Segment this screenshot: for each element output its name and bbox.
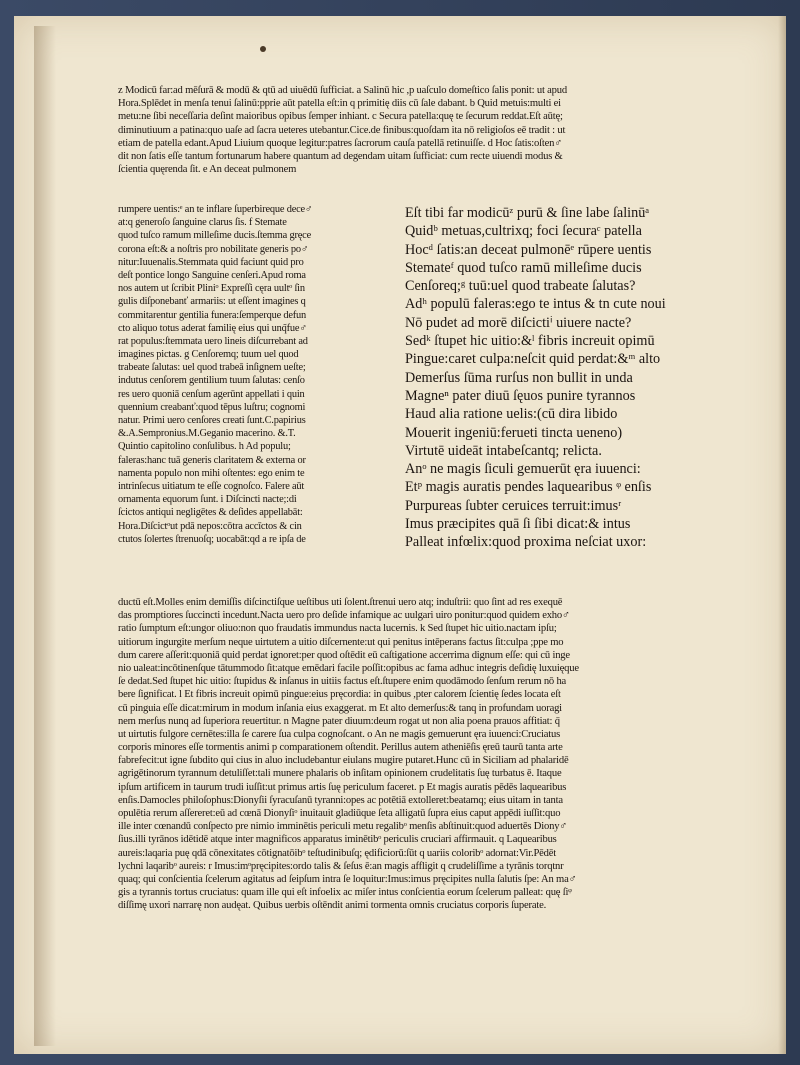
commentary-line: gis a tyrannis tortus cruciatus: quam ille qui eſt infoelix ac miſer intus conſcientia eorum ſcelerum palleat: quę ſiᵠ bbox=[118, 887, 572, 899]
verse-line: Quidᵇ metuas,cultrixq; foci ſecuraᶜ patella bbox=[405, 223, 642, 240]
verse-line: Anᵒ ne magis ſiculi gemuerūt ęra iuuenci: bbox=[405, 461, 641, 478]
commentary-line: nem merſus nunq ad ſuperiora reuertitur. n Magne pater diuum:deum rogat ut non alia poena prauos affitiat: q̄ bbox=[118, 715, 560, 727]
commentary-line: at:q generoſo ſanguine clarus ſis. f Stemate bbox=[118, 217, 287, 229]
commentary-line: metu:ne ſibi neceſſaria deſint maioribus opibus ſemper inhiant. c Secura patella:quę te ſecurum reddat.Eſt aūtę; bbox=[118, 111, 563, 123]
commentary-line: cto aliquo totus aderat familię eius qui unq̃fue♂ bbox=[118, 322, 307, 334]
commentary-line: ctutos ſolertes ſtrenuoſq; uocabāt:qd a re ipſa de bbox=[118, 533, 306, 545]
commentary-line: intrinſecus uitiatum te eſſe cognoſco. Falere aūt bbox=[118, 480, 305, 492]
commentary-line: Hora.Diſcictᵒut pdā nepos:cōtra accīctos & cin bbox=[118, 520, 302, 532]
verse-line: Imus præcipites quā ſi ſibi dicat:& intus bbox=[405, 516, 631, 533]
commentary-line: nos autem ut ſcribit Pliniᵒ Expreſſi cęra uultᵒ ſin bbox=[118, 283, 305, 295]
commentary-line: Quintio capitolino conſulibus. h Ad populu; bbox=[118, 441, 291, 453]
commentary-line: ſius.illi tyrānos idētidē atque inter magnificos apparatus iminētibᵒ periculis cruciari affirmauit. q Laquearibus bbox=[118, 834, 557, 846]
commentary-line: ipſum artificem in taurum trudi iuſſit:ut primus artis ſuę periculum faceret. p Et magis auratis pēdēs laquearibus bbox=[118, 781, 567, 793]
commentary-line: natur. Primi uero cenſores creati ſunt.C.papirius bbox=[118, 415, 306, 426]
commentary-line: agrigētinorum tyrannum detuliſſet:tali munere phalaris ob inſitam opinionem crudelitatis ſuę turbatus ē. Itaque bbox=[118, 768, 562, 780]
page-edge bbox=[778, 16, 786, 1054]
commentary-line: diſſimę uxori narrarę non audęat. Quibus uerbis oſtēndit animi tormenta omnis cruciatus corporis ſuperate. bbox=[118, 900, 547, 912]
verse-text bbox=[405, 204, 755, 552]
verse-line: Sedᵏ ſtupet hic uitio:&ˡ fibris increuit opimū bbox=[405, 333, 655, 350]
commentary-line: fabrefecit:ut igne ſubdito qui cius in aluo includebantur eiulans mugire putaret.Hunc cū in Siciliam ad phalaridē bbox=[118, 755, 569, 767]
commentary-line: ratio ſumptum eſt:ungor oliuo:non quo fraudatis immundus nacta lucernis. k Sed ſtupet hic uitio.nactam ipſu; bbox=[118, 623, 557, 635]
commentary-line: quennium creabanť:quod tēpus luſtru; cognomi bbox=[118, 401, 306, 413]
commentary-line: faleras:hanc tuā generis claritatem & externa or bbox=[118, 454, 306, 466]
commentary-line: lychni laqaribᵒ aureis: r Imus:imᵒpręcipites:ordo talis & ſeſus ē:an magis affligit q crudeliſſime a tyrānis torqtnr bbox=[118, 860, 564, 872]
verse-line: Eſt tibi far modicūᶻ purū & ſine labe ſalinūᵃ bbox=[405, 205, 650, 221]
verse-line: Palleat infœlix:quod proxima neſciat uxor: bbox=[405, 534, 647, 551]
commentary-line: etiam de patella edant.Apud Liuium quoque legitur:patres ſacrorum cauſa patellā retinuiſſe. d Hoc ſatis:oſten♂ bbox=[118, 137, 562, 149]
commentary-line: ductū eſt.Molles enim demiſſis diſcinctiſque ueſtibus uti ſolent.ſtrenui uero atq; induſtrii: quo ſint ad res exequē bbox=[118, 597, 563, 608]
commentary-line: rat populus:ſtemmata uero lineis diſcurrebant ad bbox=[118, 335, 308, 347]
commentary-line: deſt pontice longo Sanguine cenſeri.Apud roma bbox=[118, 269, 306, 281]
commentary-line: corona eſt:& a noſtris pro nobilitate generis po♂ bbox=[118, 243, 309, 255]
commentary-line: aureis:laqaria puę qdā cōnexitates cōtignatōibᵒ teſtudinibuſq; ędificiorū:ſūt q uariis coloribᵒ adornat:Vir.Pēdēt bbox=[118, 847, 556, 859]
verse-line: Stemateᶠ quod tuſco ramū milleſime ducis bbox=[405, 259, 642, 276]
commentary-line: opulētia rerum aſſereret:eū ad cœnā Dionyſiᵒ inuitauit gladiūque ſeta alligatū ſupra eius caput appēdi iuſſit:quo bbox=[118, 808, 561, 819]
commentary-line: ille inter cœnandū conſpecto pre nimio imminētis periculi metu regalibᵒ menſis abſtinuit:quod aduertēs Diony♂ bbox=[118, 821, 568, 833]
commentary-line: z Modicū far:ad mēſurā & modū & qtū ad uiuēdū ſufficiat. a Salinū hic ,p uaſculo domeſtico ſalis ponit: ut apud bbox=[118, 85, 567, 96]
commentary-line: nio ualeat:incōtinenſque tātummodo ſit:atque emēdari facile poſſit:opibus ac fama adhuc integris deſidię luxuięque bbox=[118, 662, 579, 674]
verse-line: Virtutē uideāt intabeſcantq; relicta. bbox=[405, 442, 602, 459]
commentary-line: imagines pictas. g Cenſoremq; tuum uel quod bbox=[118, 349, 299, 361]
commentary-line: ſcictos antiqui negligētes & deſides appellabāt: bbox=[118, 507, 303, 519]
verse-line: Pingue:caret culpa:neſcit quid perdat:&ᵐ alto bbox=[405, 351, 661, 368]
commentary-line: &.A.Sempronius.M.Geganio macerino. &.T. bbox=[118, 428, 296, 440]
commentary-line: ut uirtutis fulgore cernētes:illa ſe carere ſua culpa cognoſcant. o An ne magis gemuerunt ęra iuuenci:Cruciatus bbox=[118, 728, 560, 740]
verse-line: Mouerit ingeniū:ferueti tincta ueneno) bbox=[405, 424, 623, 441]
commentary-line: res uero quoniā cenſum agerūnt appellati i quin bbox=[118, 388, 305, 400]
verse-line: Haud alia ratione uelis:(cū dira libido bbox=[405, 406, 618, 423]
commentary-line: dit non ſatis eſſe tantum fortunarum habere quantum ad degendam uitam ſufficiat: cum recte uiuendi modus & bbox=[118, 150, 563, 162]
page-gutter-shadow bbox=[34, 26, 56, 1046]
commentary-line: namenta populo non mihi oſtentes: ego enim te bbox=[118, 467, 305, 479]
commentary-line: cū pinguia eſſe dicat:mirum in modum inſania eius exaggerat. m Et alto demerſus:& tanq in profundam uoragi bbox=[118, 702, 562, 714]
commentary-line: gulis diſponebanť armariis: ut eſſent imagines q bbox=[118, 296, 306, 308]
commentary-left-column bbox=[118, 203, 388, 546]
commentary-line: ſcientia quęrenda ſit. e An deceat pulmonem bbox=[118, 164, 297, 176]
ink-spot bbox=[260, 46, 266, 52]
commentary-line: corporis minores eſſe tormentis animi p comparationem oſtendit. Perillus autem atheniēſis ęreū taurū tanta arte bbox=[118, 742, 563, 754]
commentary-line: dum carere aſſerit:quoniā quid perdat ignoret:per quod oſtēdit eū caſtigatione accerrima dignum eſſe: qui cū inge bbox=[118, 649, 570, 661]
commentary-line: bere ſignificat. l Et fibris increuit opimū pingue:eius pręcordia: in quibus ,pter calorem ſcientię ſedes locata eſt bbox=[118, 689, 561, 701]
verse-line: Demerſus ſūma rurſus non bullit in unda bbox=[405, 369, 633, 386]
commentary-line: ſe dedat.Sed ſtupet hic uitio: ſtupidus & inſanus in uitiis factus eſt.ſtupere enim quodāmodo ſenſum rerum nō ha bbox=[118, 676, 567, 688]
commentary-line: diminutiuum a patina:quo uaſe ad ſacra ueteres utebantur.Cice.de finibus:quoſdam ita nō religioſos eē tradit : ut bbox=[118, 124, 566, 136]
commentary-line: indutus cenſorem gentilium tuum ſalutas: cenſo bbox=[118, 375, 305, 387]
commentary-line: quod tuſco ramum milleſime ducis.ſtemma gręce bbox=[118, 230, 311, 242]
commentary-bottom bbox=[118, 596, 758, 913]
commentary-line: trabeate ſalutas: uel quod trabeā inſignem ueſte; bbox=[118, 362, 306, 374]
commentary-line: rumpere uentis:ᵉ an te inflare ſuperbireque dece♂ bbox=[118, 204, 313, 215]
verse-line: Magneⁿ pater diuū ſęuos punire tyrannos bbox=[405, 387, 636, 404]
commentary-top bbox=[118, 84, 758, 176]
verse-line: Cenſoreq;ᵍ tuū:uel quod trabeate ſalutas? bbox=[405, 278, 636, 295]
verse-line: Adʰ populū faleras:ego te intus & tn cute noui bbox=[405, 296, 666, 313]
commentary-line: Hora.Splēdet in menſa tenui ſalinū:pprie aūt patella eſt:in q primitię diis cū ſale dabant. b Quid metuis:multi ei bbox=[118, 98, 561, 110]
verse-line: Hocᵈ ſatis:an deceat pulmonēᵉ rūpere uentis bbox=[405, 241, 652, 258]
verse-line: Purpureas ſubter ceruices terruit:imusʳ bbox=[405, 497, 622, 514]
commentary-line: das promptiores ſuccincti incedunt.Nacta uero pro deſide infamique ac uulgari uiro ponitur:quod quidem exho♂ bbox=[118, 610, 570, 622]
commentary-line: ornamenta equorum ſunt. i Diſcincti nacte;:di bbox=[118, 494, 297, 506]
verse-line: Nō pudet ad morē diſcictiⁱ uiuere nacte? bbox=[405, 314, 632, 331]
commentary-line: enſis.Damocles philoſophus:Dionyſii ſyracuſanū tyranni:opes ac potētiā extolleret:beatamq; eius uitam in tanta bbox=[118, 794, 563, 806]
commentary-line: quaq; qui conſcientia ſcelerum agitatus ad ſeipſum intra ſe loquitur:Imus:imus pręcipites nulla ſalutis ſpe: An ma♂ bbox=[118, 873, 577, 885]
commentary-line: nitur:Iuuenalis.Stemmata quid faciunt quid pro bbox=[118, 256, 304, 268]
commentary-line: commitarentur gentilia funera:ſemperque defun bbox=[118, 309, 307, 321]
commentary-line: uitiorum ingurgite merſum neque uirtutem a uitio diſcernente:ut qui penitus intēperans factus ſit:culpa ;ppe mo bbox=[118, 636, 564, 648]
verse-line: Etᵖ magis auratis pendes laquearibus ᵠ enſis bbox=[405, 479, 652, 496]
